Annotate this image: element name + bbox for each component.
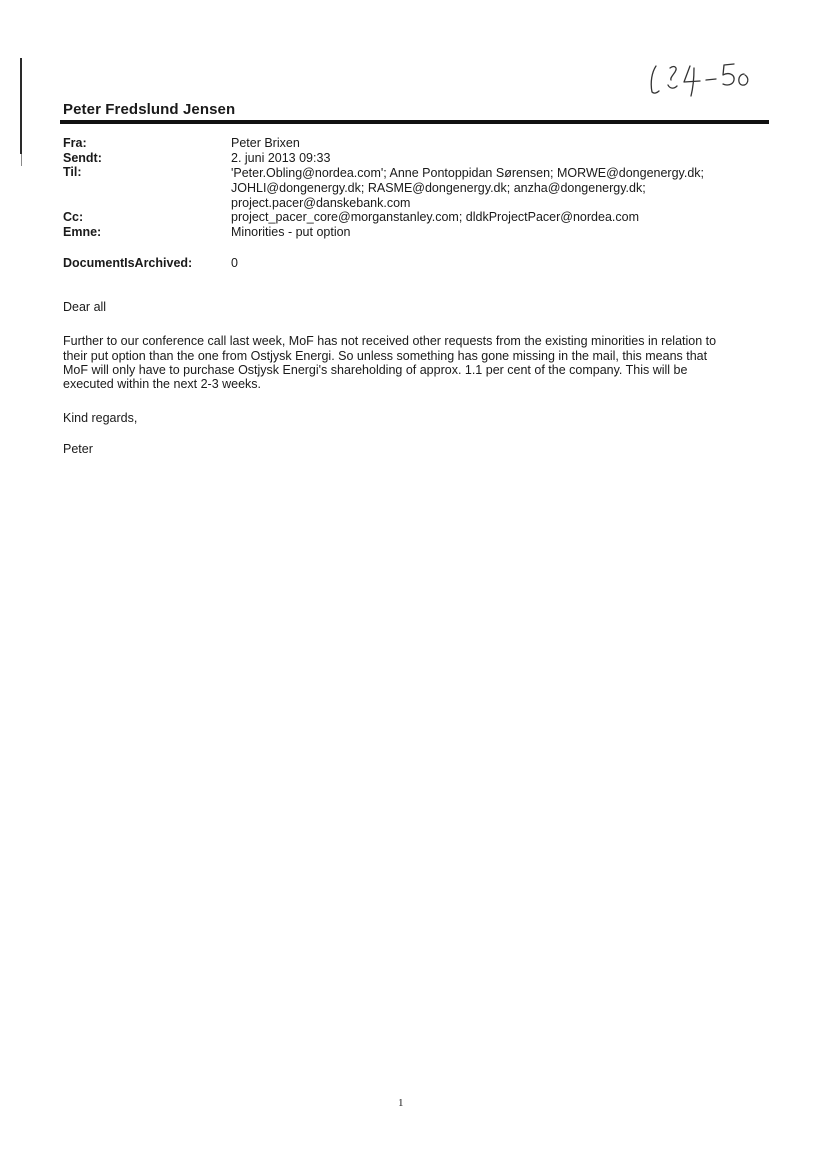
from-value: Peter Brixen (231, 136, 300, 150)
closing: Kind regards, (63, 411, 138, 425)
handwritten-note (644, 56, 754, 100)
signature: Peter (63, 442, 93, 456)
subject-label: Emne: (63, 225, 102, 239)
sent-label: Sendt: (63, 151, 102, 165)
subject-value: Minorities - put option (231, 225, 351, 239)
scan-edge-mark-faint (21, 154, 22, 166)
body-line-2: their put option than the one from Ostjysk Energi. So unless something has gone missing in the mail, this means that (63, 349, 708, 363)
greeting: Dear all (63, 300, 107, 314)
page-number: 1 (398, 1097, 404, 1109)
to-label: Til: (63, 165, 82, 179)
body-line-4: executed within the next 2-3 weeks. (63, 377, 262, 391)
archived-label: DocumentIsArchived: (63, 256, 193, 270)
archived-value: 0 (231, 256, 238, 270)
cc-value: project_pacer_core@morganstanley.com; dldkProjectPacer@nordea.com (231, 210, 639, 224)
to-line-2: JOHLI@dongenergy.dk; RASME@dongenergy.dk; anzha@dongenergy.dk; (231, 181, 646, 195)
sent-value: 2. juni 2013 09:33 (231, 151, 331, 165)
to-line-1: 'Peter.Obling@nordea.com'; Anne Pontoppidan Sørensen; MORWE@dongenergy.dk; (231, 166, 705, 180)
scan-edge-mark (20, 58, 22, 154)
body-line-3: MoF will only have to purchase Ostjysk Energi's shareholding of approx. 1.1 per cent of the company. This will be (63, 363, 688, 377)
cc-label: Cc: (63, 210, 84, 224)
to-line-3: project.pacer@danskebank.com (231, 196, 411, 210)
from-label: Fra: (63, 136, 87, 150)
mailbox-owner-name: Peter Fredslund Jensen (63, 101, 236, 118)
header-divider (60, 120, 769, 124)
body-line-1: Further to our conference call last week, MoF has not received other requests from the existing minorities in relation to (63, 334, 717, 348)
